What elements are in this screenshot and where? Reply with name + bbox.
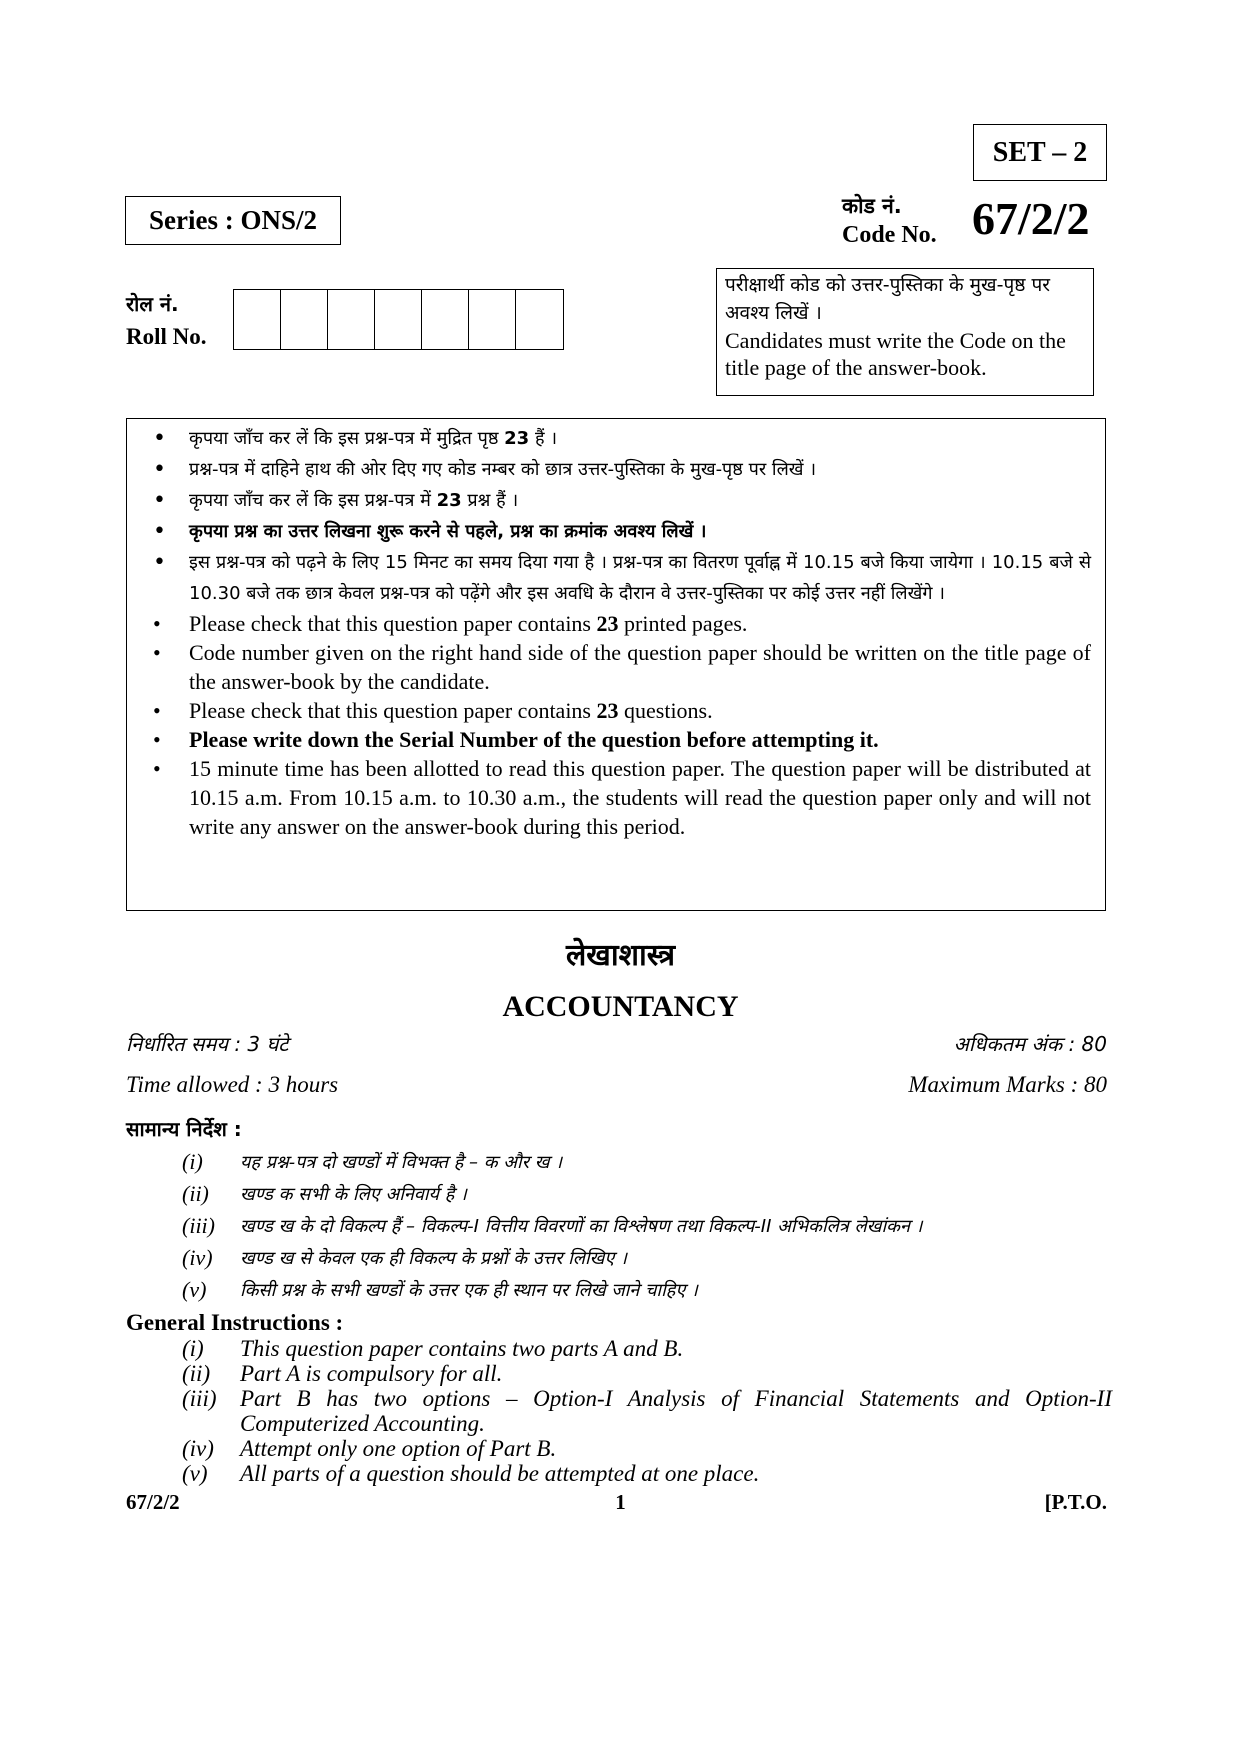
code-note-english: Candidates must write the Code on the title page of the answer-book.: [725, 328, 1066, 380]
instruction-text-pre: Please check that this question paper contains: [189, 698, 597, 723]
instruction-text-bold: 23: [596, 611, 619, 636]
instruction-row: [182, 1274, 1112, 1306]
instruction-item: [147, 485, 1091, 516]
roll-digit-box[interactable]: [516, 290, 563, 349]
subject-title-hindi: लेखाशास्त्र: [565, 938, 676, 973]
instruction-text-pre: Code number given on the right hand side of the question paper should be written on the title page of the answer-book by the candidate.: [189, 640, 1091, 694]
instruction-number: (iii): [182, 1386, 217, 1411]
instruction-item: [147, 754, 1091, 841]
roll-digit-box[interactable]: [234, 290, 281, 349]
max-marks: Maximum Marks : 80: [908, 1072, 1107, 1097]
instruction-row: [182, 1146, 1112, 1178]
instruction-number: (iii): [182, 1213, 215, 1238]
roll-digit-box[interactable]: [328, 290, 375, 349]
instruction-number: (i): [182, 1149, 203, 1174]
instruction-text-bold: कृपया प्रश्न का उत्तर लिखना शुरू करने से पहले, प्रश्न का क्रमांक अवश्य लिखें ।: [189, 521, 707, 542]
instruction-text-pre: इस प्रश्न-पत्र को पढ़ने के लिए 15 मिनट का समय दिया गया है । प्रश्न-पत्र का वितरण पूर्वाह्न में 10.15 बजे किया जायेगा । 10.15 बजे से 10.30 बजे तक छात्र केवल प्रश्न-पत्र को पढ़ेंगे और इस अवधि के दौरान वे उत्तर-पुस्तिका पर कोई उत्तर नहीं लिखेंगे ।: [189, 552, 1091, 604]
instruction-text-pre: Please check that this question paper contains: [189, 611, 597, 636]
instruction-text-post: questions.: [618, 698, 713, 723]
code-label-hindi: कोड नं.: [842, 194, 902, 218]
subject-title: ACCOUNTANCY: [502, 990, 739, 1023]
instruction-text: खण्ड क सभी के लिए अनिवार्य है ।: [240, 1184, 467, 1205]
pto-label: [P.T.O.: [1044, 1490, 1107, 1514]
instruction-text: यह प्रश्न-पत्र दो खण्डों में विभक्त है – क और ख ।: [240, 1152, 563, 1173]
instruction-number: (v): [182, 1461, 208, 1486]
general-instructions: [182, 1336, 1112, 1486]
general-instructions-title: General Instructions :: [126, 1310, 344, 1335]
instruction-text-pre: 15 minute time has been allotted to read this question paper. The question paper will be distributed at 10.15 a.m. From 10.15 a.m. to 10.30 a.m., the students will read the question paper only and will not write any answer on the answer-book during this period.: [189, 756, 1091, 839]
general-instructions-hindi-title: सामान्य निर्देश :: [126, 1117, 242, 1141]
roll-digit-box[interactable]: [469, 290, 516, 349]
instruction-text: This question paper contains two parts A and B.: [240, 1336, 684, 1361]
series-label: Series : ONS/2: [125, 196, 341, 245]
instruction-text: खण्ड ख के दो विकल्प हैं – विकल्प-I वित्तीय विवरणों का विश्लेषण तथा विकल्प-II अभिकलित्र लेखांकन ।: [240, 1216, 923, 1237]
instruction-text: खण्ड ख से केवल एक ही विकल्प के प्रश्नों के उत्तर लिखिए ।: [240, 1248, 627, 1269]
instruction-number: (iv): [182, 1245, 213, 1270]
code-note-box: [716, 268, 1094, 396]
general-instructions-hindi: [182, 1146, 1112, 1306]
instructions-box: [126, 418, 1106, 911]
instruction-text: किसी प्रश्न के सभी खण्डों के उत्तर एक ही स्थान पर लिखे जाने चाहिए ।: [240, 1280, 698, 1301]
instruction-text-post: हैं ।: [529, 428, 558, 449]
time-allowed: Time allowed : 3 hours: [126, 1072, 339, 1097]
instruction-number: (ii): [182, 1181, 209, 1206]
instruction-row: [182, 1361, 1112, 1386]
instruction-item: [147, 454, 1091, 485]
roll-number-boxes[interactable]: [233, 289, 564, 350]
instruction-item: [147, 547, 1091, 609]
instruction-number: (v): [182, 1277, 207, 1302]
instruction-text-pre: प्रश्न-पत्र में दाहिने हाथ की ओर दिए गए कोड नम्बर को छात्र उत्तर-पुस्तिका के मुख-पृष्ठ पर लिखें ।: [189, 459, 817, 480]
code-number: 67/2/2: [972, 193, 1090, 244]
instruction-item: [147, 423, 1091, 454]
instruction-text-post: printed pages.: [618, 611, 748, 636]
instruction-row: [182, 1178, 1112, 1210]
time-allowed-hindi: निर्धारित समय : 3 घंटे: [126, 1032, 289, 1056]
instructions-list: [147, 423, 1091, 841]
instruction-item: [147, 609, 1091, 638]
roll-digit-box[interactable]: [375, 290, 422, 349]
instruction-row: [182, 1336, 1112, 1361]
set-label: SET – 2: [973, 124, 1107, 181]
instruction-item: [147, 638, 1091, 696]
instruction-text-bold: 23: [436, 490, 462, 511]
instruction-text: Attempt only one option of Part B.: [240, 1436, 557, 1461]
page-number: 1: [615, 1490, 626, 1514]
instruction-text: Part B has two options – Option-I Analysis of Financial Statements and Option-II Computerized Accounting.: [240, 1386, 1112, 1436]
instruction-text-bold: 23: [504, 428, 530, 449]
roll-digit-box[interactable]: [422, 290, 469, 349]
instruction-item: [147, 516, 1091, 547]
roll-digit-box[interactable]: [281, 290, 328, 349]
instruction-text-pre: कृपया जाँच कर लें कि इस प्रश्न-पत्र में मुद्रित पृष्ठ: [189, 428, 505, 449]
code-note-hindi: परीक्षार्थी कोड को उत्तर-पुस्तिका के मुख-पृष्ठ पर अवश्य लिखें ।: [725, 274, 1051, 324]
instruction-number: (ii): [182, 1361, 211, 1386]
instruction-item: [147, 725, 1091, 754]
instruction-text-bold: 23: [596, 698, 619, 723]
footer-code: 67/2/2: [126, 1490, 180, 1514]
instruction-number: (iv): [182, 1436, 214, 1461]
instruction-row: [182, 1210, 1112, 1242]
instruction-item: [147, 696, 1091, 725]
roll-label-hindi: रोल नं.: [126, 292, 179, 316]
instruction-number: (i): [182, 1336, 204, 1361]
instruction-row: [182, 1436, 1112, 1461]
roll-label: Roll No.: [126, 324, 207, 349]
instruction-text: All parts of a question should be attempted at one place.: [240, 1461, 760, 1486]
instruction-text: Part A is compulsory for all.: [240, 1361, 503, 1386]
instruction-text-pre: कृपया जाँच कर लें कि इस प्रश्न-पत्र में: [189, 490, 437, 511]
max-marks-hindi: अधिकतम अंक : 80: [953, 1032, 1107, 1056]
code-label: Code No.: [842, 222, 937, 248]
instruction-row: [182, 1461, 1112, 1486]
instruction-row: [182, 1242, 1112, 1274]
instruction-row: [182, 1386, 1112, 1436]
instruction-text-post: प्रश्न हैं ।: [461, 490, 519, 511]
instruction-text-bold: Please write down the Serial Number of the question before attempting it.: [189, 727, 879, 752]
